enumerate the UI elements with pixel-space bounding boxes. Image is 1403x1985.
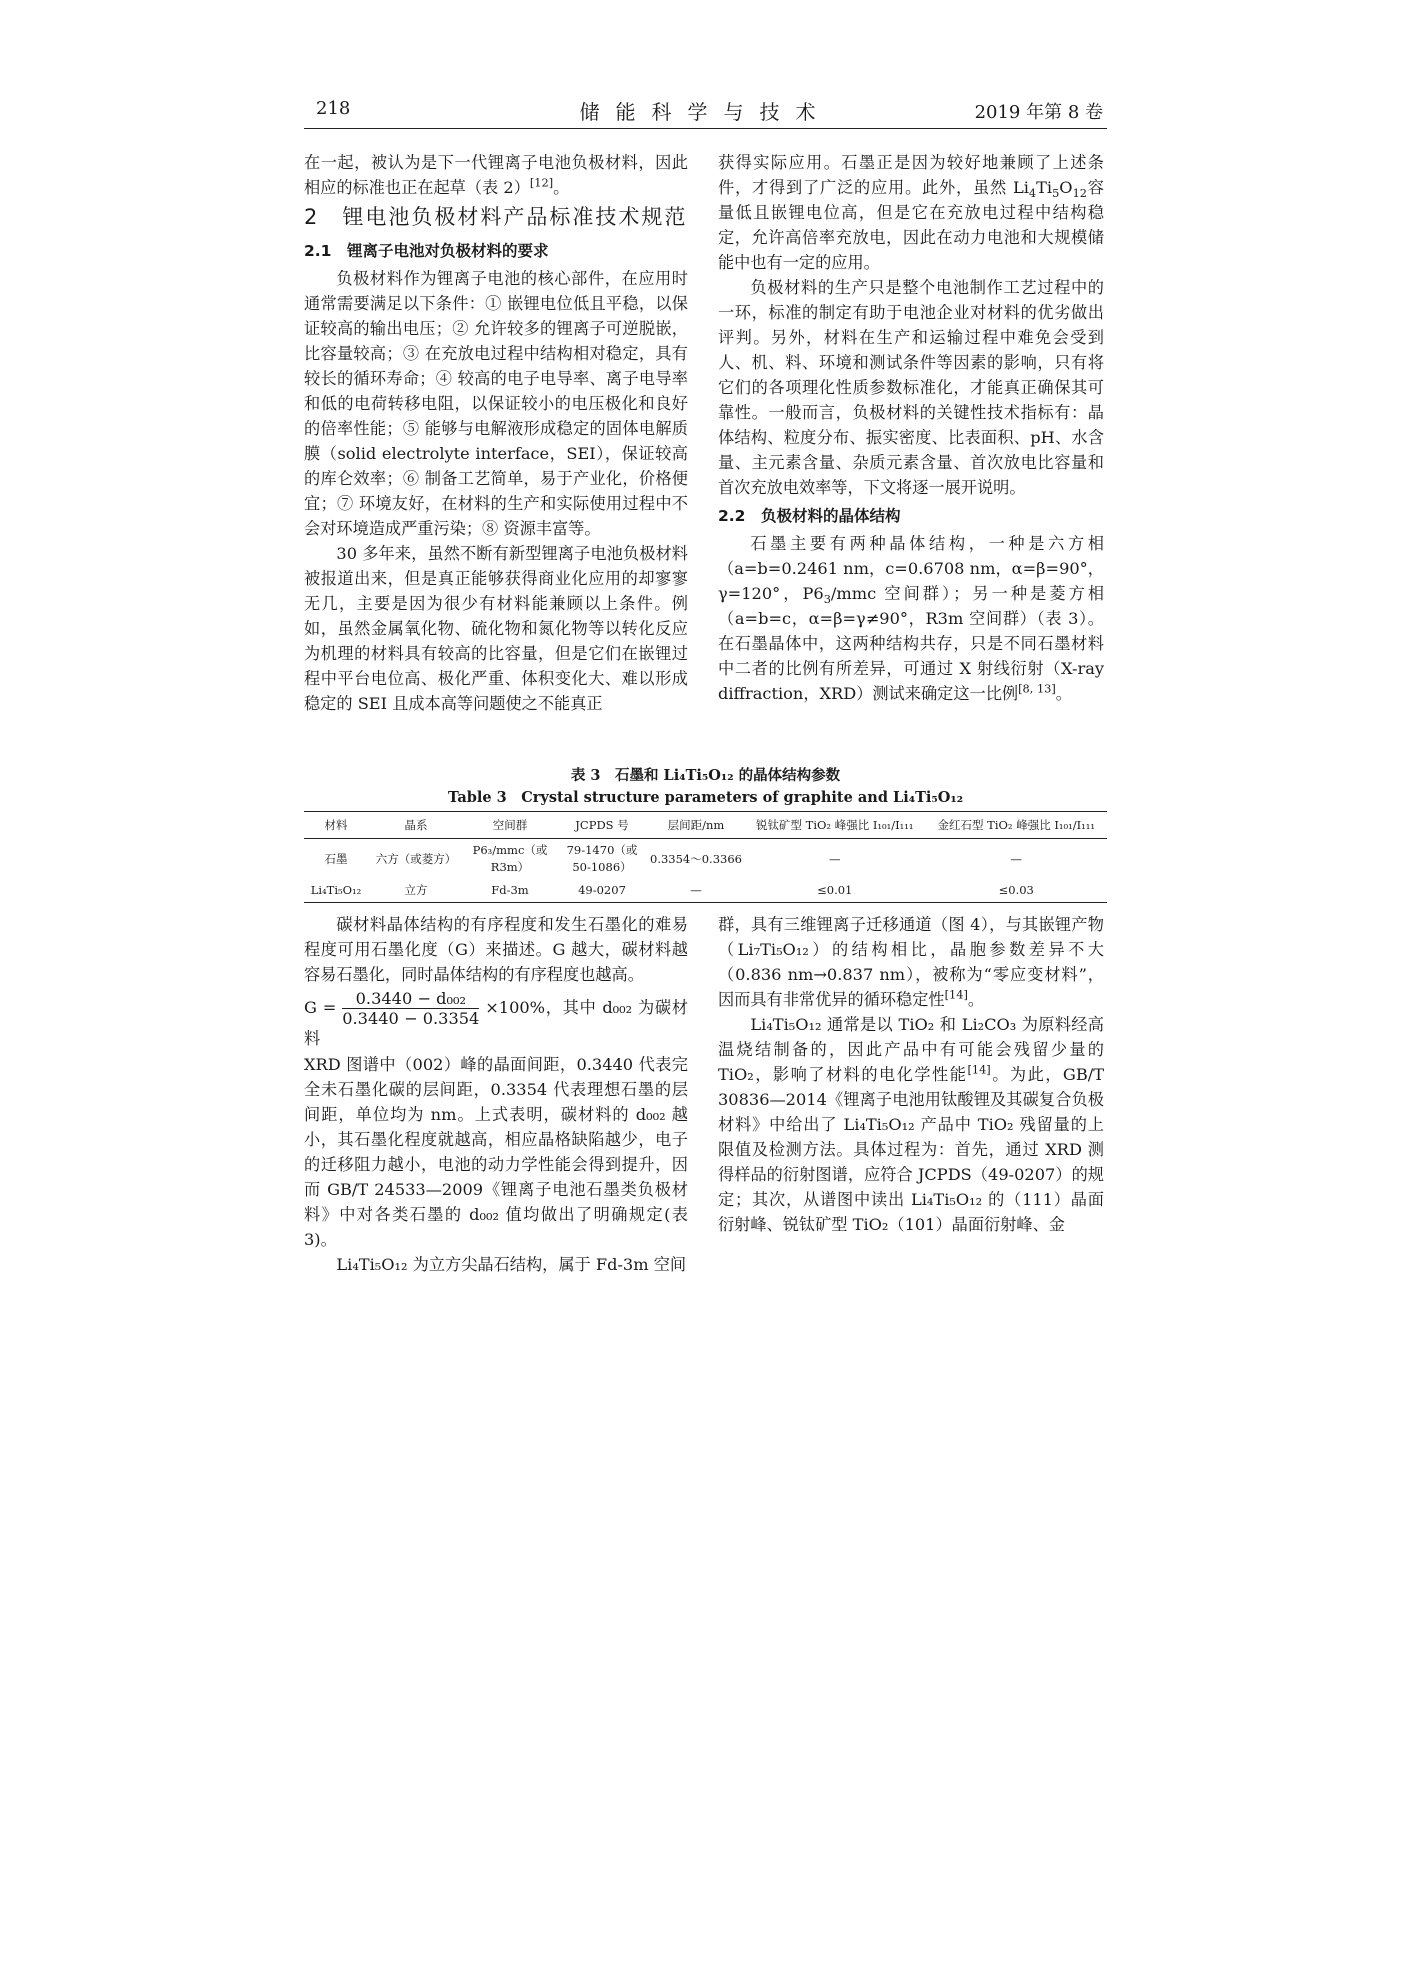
journal-title: 储能科学与技术 [579,100,832,124]
paragraph: 在一起，被认为是下一代锂离子电池负极材料，因此相应的标准也正在起草（表 2）[12]。 [304,153,688,197]
table-cell: 石墨 [324,851,348,866]
table-header-cell: JCPDS 号 [556,812,648,839]
table-cell: P6₃/mmc（或 R3m） [472,843,548,874]
table-cell: — [829,851,841,866]
table-cell: ≤0.03 [926,879,1108,903]
volume-label: 2019 年第 8 卷 [974,102,1103,123]
running-header [304,96,1107,129]
table-cell: — [648,879,744,903]
table-caption-en: Table 3 Crystal structure parameters of graphite and Li₄Ti₅O₁₂ [447,789,964,806]
paragraph: 负极材料的生产只是整个电池制作工艺过程中的一环，标准的制定有助于电池企业对材料的优劣做出评判。另外，材料在生产和运输过程中难免会受到人、机、料、环境和测试条件等因素的影响，只有将它们的各项理化性质参数标准化，才能真正确保其可靠性。一般而言，负极材料的关键性技术指标有：晶体结构、粒度分布、振实密度、比表面积、pH、水含量、主元素含量、杂质元素含量、首次放电比容量和首次充放电效率等，下文将逐一展开说明。 [718,278,1104,497]
citation: [8, 13] [1018,681,1056,696]
paragraph: 群，具有三维锂离子迁移通道（图 4），与其嵌锂产物（Li₇Ti₅O₁₂）的结构相比，晶胞参数差异不大（0.836 nm→0.837 nm），被称为“零应变材料”，因而具有非常优异的循环稳定性[14]。 [718,915,1104,1009]
table-cell: 六方（或菱方） [375,851,457,866]
table-header-cell: 材料 [304,812,368,839]
paragraph: XRD 图谱中（002）峰的晶面间距，0.3440 代表完全未石墨化碳的层间距，0.3354 代表理想石墨的层间距，单位均为 nm。上式表明，碳材料的 d₀₀₂ 越小，其石墨化程度就越高，相应晶格缺陷越少，电子的迁移阻力越小，电池的动力学性能会得到提升，因而 GB/T 24533—2009《锂离子电池石墨类负极材料》中对各类石墨的 d₀₀₂ 值均做出了明确规定(表 3)。 [304,1055,688,1249]
left-column-upper [304,150,688,716]
graphitization-equation: G = $\frac{\text{0.3440 − d₀₀₂}}{0.3440 - 0.3354}$ ×100%，其中 d₀₀₂ 为碳材料 [304,989,688,1048]
crystal-structure-table [304,811,1107,903]
paragraph: Li₄Ti₅O₁₂ 为立方尖晶石结构，属于 Fd-3m 空间 [336,1255,687,1274]
citation: [14] [944,987,968,1002]
table-row [304,839,1107,880]
paragraph: 石墨主要有两种晶体结构，一种是六方相（a=b=0.2461 nm，c=0.6708 nm，α=β=90°，γ=120°，$P6_3$/mmc 空间群）；另一种是菱方相（a=b=c，α=β=γ≠90°，R3m 空间群）（表 3）。在石墨晶体中，这两种结构共存，只是不同石墨材料中二者的比例有所差异，可通过 X 射线衍射（X-ray diffraction，XRD）测试来确定这一比例[8, 13]。 [718,534,1104,703]
citation: [12] [529,175,554,190]
table-caption-cn: 表 3 石墨和 Li₄Ti₅O₁₂ 的晶体结构参数 [570,767,841,784]
table-cell: — [1010,851,1022,866]
table-header-cell: 层间距/nm [648,812,744,839]
table-cell: 0.3354～0.3366 [650,851,742,866]
table-header-cell: 空间群 [464,812,556,839]
section-heading-2-2: 2.2 负极材料的晶体结构 [718,507,901,525]
table-cell: Fd-3m [464,879,556,903]
paragraph: Li₄Ti₅O₁₂ 通常是以 TiO₂ 和 Li₂CO₃ 为原料经高温烧结制备的，因此产品中有可能会残留少量的 TiO₂，影响了材料的电化学性能[14]。为此，GB/T 30836—2014《锂离子电池用钛酸锂及其碳复合负极材料》中给出了 Li₄Ti₅O₁₂ 产品中 TiO₂ 残留量的上限值及检测方法。具体过程为：首先，通过 XRD 测得样品的衍射图谱，应符合 JCPDS（49-0207）的规定；其次，从谱图中读出 Li₄Ti₅O₁₂ 的（111）晶面衍射峰、锐钛矿型 TiO₂（101）晶面衍射峰、金 [718,1015,1105,1234]
table-header-cell: 金红石型 TiO₂ 峰强比 I₁₀₁/I₁₁₁ [926,812,1108,839]
paragraph: 负极材料作为锂离子电池的核心部件，在应用时通常需要满足以下条件：① 嵌锂电位低且平稳，以保证较高的输出电压；② 允许较多的锂离子可逆脱嵌，比容量较高；③ 在充放电过程中结构相对稳定，具有较长的循环寿命；④ 较高的电子电导率、离子电导率和低的电荷转移电阻，以保证较小的电压极化和良好的倍率性能；⑤ 能够与电解液形成稳定的固体电解质膜（solid electrolyte interface，SEI），保证较高的库仑效率；⑥ 制备工艺简单，易于产业化，价格便宜；⑦ 环境友好，在材料的生产和实际使用过程中不会对环境造成严重污染；⑧ 资源丰富等。 [304,269,688,538]
table-header-row [304,812,1107,839]
table-cell: 立方 [368,879,464,903]
table-cell: 49-0207 [556,879,648,903]
table-cell: Li₄Ti₅O₁₂ [304,879,368,903]
table-cell: 79-1470（或 50-1086） [566,843,638,874]
page-number: 218 [316,98,351,119]
right-column-upper [718,150,1104,706]
table-row [304,879,1107,903]
section-heading-2-1: 2.1 锂离子电池对负极材料的要求 [304,242,549,260]
paragraph: 获得实际应用。石墨正是因为较好地兼顾了上述条件，才得到了广泛的应用。此外，虽然 $Li_4Ti_5O_{12}$容量低且嵌锂电位高，但是它在充放电过程中结构稳定，允许高倍率充放电，因此在动力电池和大规模储能中也有一定的应用。 [718,153,1104,272]
paragraph: 碳材料晶体结构的有序程度和发生石墨化的难易程度可用石墨化度（G）来描述。G 越大，碳材料越容易石墨化，同时晶体结构的有序程度也越高。 [304,915,688,984]
paragraph: 30 多年来，虽然不断有新型锂离子电池负极材料被报道出来，但是真正能够获得商业化应用的却寥寥无几，主要是因为很少有材料能兼顾以上条件。例如，虽然金属氧化物、硫化物和氮化物等以转化反应为机理的材料具有较高的比容量，但是它们在嵌锂过程中平台电位高、极化严重、体积变化大、难以形成稳定的 SEI 且成本高等问题使之不能真正 [304,544,688,713]
right-column-lower [718,912,1104,1237]
table-header-cell: 晶系 [368,812,464,839]
left-column-lower [304,912,688,1277]
table-header-cell: 锐钛矿型 TiO₂ 峰强比 I₁₀₁/I₁₁₁ [744,812,926,839]
section-heading-2: 2 锂电池负极材料产品标准技术规范 [304,205,688,229]
citation: [14] [967,1062,991,1077]
table-cell: ≤0.01 [744,879,926,903]
